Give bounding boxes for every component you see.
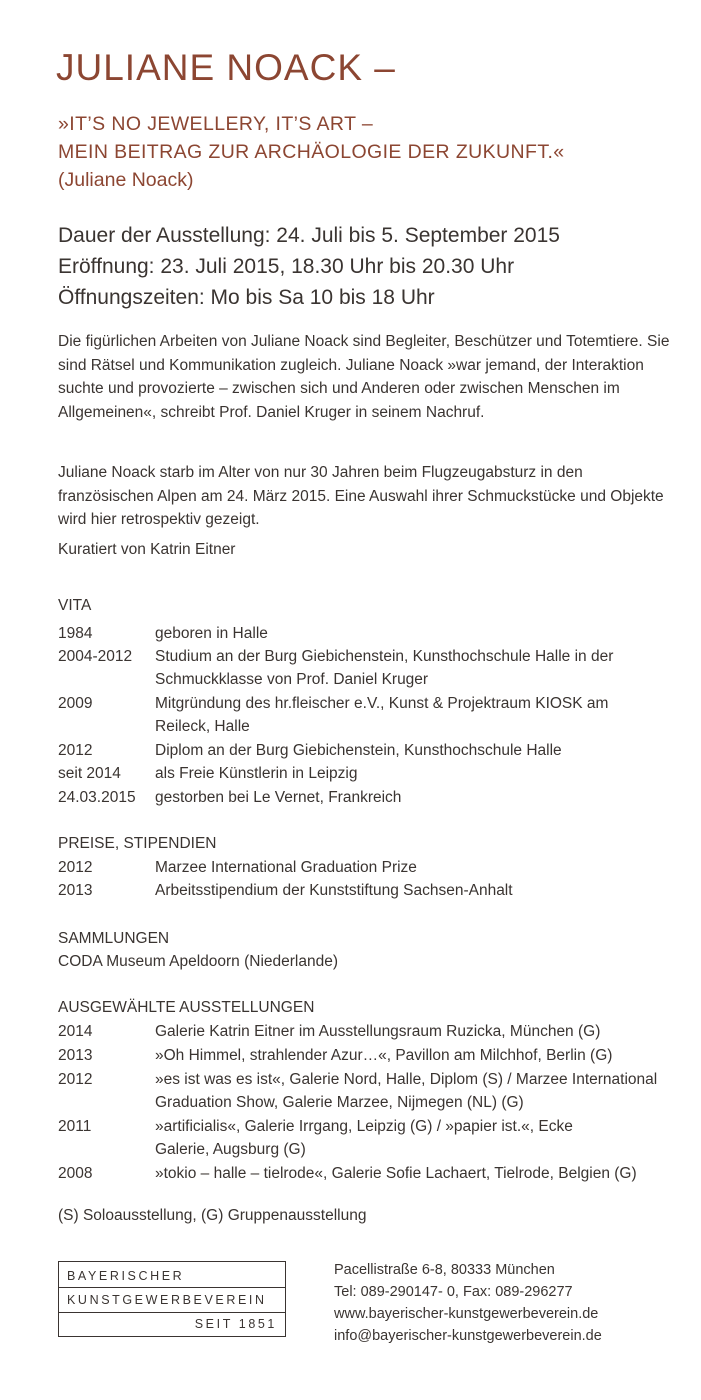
- prize-year: 2012: [58, 859, 93, 876]
- quote-line-2: MEIN BEITRAG ZUR ARCHÄOLOGIE DER ZUKUNFT.«: [58, 141, 565, 163]
- exhibition-legend: (S) Soloausstellung, (G) Gruppenausstellung: [58, 1207, 367, 1224]
- prize-text: Arbeitsstipendium der Kunststiftung Sachsen-Anhalt: [155, 882, 513, 899]
- exhibition-text: »artificialis«, Galerie Irrgang, Leipzig (G) / »papier ist.«, Ecke Galerie, Augsburg (G): [155, 1118, 573, 1158]
- vita-text: gestorben bei Le Vernet, Frankreich: [155, 789, 402, 806]
- vita-year: 1984: [58, 625, 93, 642]
- vita-entry: [58, 786, 688, 809]
- opening-info: Eröffnung: 23. Juli 2015, 18.30 Uhr bis 20.30 Uhr: [58, 255, 515, 278]
- vita-entry: [58, 762, 688, 785]
- prize-text: Marzee International Graduation Prize: [155, 859, 417, 876]
- logo-line-1: BAYERISCHER: [67, 1269, 185, 1283]
- contact-phone: Tel: 089-290147- 0, Fax: 089-296277: [334, 1284, 573, 1300]
- exhibition-year: 2011: [58, 1118, 92, 1135]
- vita-year: 2009: [58, 695, 93, 712]
- exhibition-facts: [58, 220, 560, 313]
- prize-year: 2013: [58, 882, 93, 899]
- contact-address: Pacellistraße 6-8, 80333 München: [334, 1262, 555, 1278]
- vita-entry: [58, 739, 688, 762]
- exhibition-entry: [58, 1020, 688, 1043]
- logo-line-2: KUNSTGEWERBEVEREIN: [67, 1293, 267, 1307]
- exhibition-year: 2008: [58, 1165, 93, 1182]
- collection-item: CODA Museum Apeldoorn (Niederlande): [58, 953, 338, 970]
- association-logo: [58, 1261, 286, 1337]
- contact-website-link[interactable]: www.bayerischer-kunstgewerbeverein.de: [334, 1306, 599, 1322]
- exhibition-year: 2013: [58, 1047, 93, 1064]
- exhibition-entry: [58, 1068, 678, 1114]
- intro-paragraph: Die figürlichen Arbeiten von Juliane Noack sind Begleiter, Beschützer und Totemtiere. Sie sind Rätsel und Kommunikation zugleich. Juliane Noack »war jemand, der Interaktion suchte und provozierte – zwischen sich und Anderen oder zwischen Menschen im Allgemeinen«, schreibt Prof. Daniel Kruger in seinem Nachruf.: [58, 333, 670, 421]
- exhibition-text: »Oh Himmel, strahlender Azur…«, Pavillon am Milchhof, Berlin (G): [155, 1047, 613, 1064]
- collections-heading: SAMMLUNGEN: [58, 930, 170, 947]
- vita-entry: [58, 692, 618, 738]
- exhibition-text: Galerie Katrin Eitner im Ausstellungsraum Ruzicka, München (G): [155, 1023, 601, 1040]
- prize-entry: [58, 879, 688, 902]
- page-title: JULIANE NOACK –: [56, 47, 396, 88]
- vita-year: 24.03.2015: [58, 789, 136, 806]
- contact-block: [334, 1259, 602, 1347]
- vita-text: Mitgründung des hr.fleischer e.V., Kunst & Projektraum KIOSK am Reileck, Halle: [155, 695, 609, 735]
- vita-text: Studium an der Burg Giebichenstein, Kunsthochschule Halle in der Schmuckklasse von Prof. Daniel Kruger: [155, 648, 614, 688]
- quote-author: (Juliane Noack): [58, 169, 194, 191]
- exhibition-text: »tokio – halle – tielrode«, Galerie Sofie Lachaert, Tielrode, Belgien (G): [155, 1165, 637, 1182]
- exhibition-year: 2014: [58, 1023, 93, 1040]
- vita-entry: [58, 622, 688, 645]
- contact-email-link[interactable]: info@bayerischer-kunstgewerbeverein.de: [334, 1328, 602, 1344]
- exhibition-year: 2012: [58, 1071, 93, 1088]
- exhibitions-heading: AUSGEWÄHLTE AUSSTELLUNGEN: [58, 999, 315, 1016]
- vita-text: geboren in Halle: [155, 625, 268, 642]
- logo-divider: [59, 1287, 285, 1288]
- vita-year: 2004-2012: [58, 648, 133, 665]
- exhibition-entry: [58, 1115, 588, 1161]
- logo-divider: [59, 1312, 285, 1313]
- vita-text: als Freie Künstlerin in Leipzig: [155, 765, 358, 782]
- quote: [58, 110, 565, 166]
- exhibition-entry: [58, 1044, 688, 1067]
- vita-year: 2012: [58, 742, 93, 759]
- biography-paragraph: Juliane Noack starb im Alter von nur 30 Jahren beim Flugzeugabsturz in den französischen Alpen am 24. März 2015. Eine Auswahl ihrer Schmuckstücke und Objekte wird hier retrospektiv gezeigt.: [58, 464, 664, 528]
- exhibition-entry: [58, 1162, 688, 1185]
- prizes-heading: PREISE, STIPENDIEN: [58, 835, 217, 852]
- exhibition-duration: Dauer der Ausstellung: 24. Juli bis 5. September 2015: [58, 224, 560, 247]
- vita-year: seit 2014: [58, 765, 121, 782]
- vita-text: Diplom an der Burg Giebichenstein, Kunsthochschule Halle: [155, 742, 562, 759]
- logo-line-3: SEIT 1851: [194, 1317, 277, 1331]
- prize-entry: [58, 856, 688, 879]
- curator-credit: Kuratiert von Katrin Eitner: [58, 541, 236, 558]
- exhibition-text: »es ist was es ist«, Galerie Nord, Halle, Diplom (S) / Marzee International Graduation Show, Galerie Marzee, Nijmegen (NL) (G): [155, 1071, 658, 1111]
- opening-hours: Öffnungszeiten: Mo bis Sa 10 bis 18 Uhr: [58, 286, 435, 309]
- vita-heading: VITA: [58, 597, 92, 614]
- vita-entry: [58, 645, 658, 691]
- quote-line-1: »IT’S NO JEWELLERY, IT’S ART –: [58, 113, 374, 135]
